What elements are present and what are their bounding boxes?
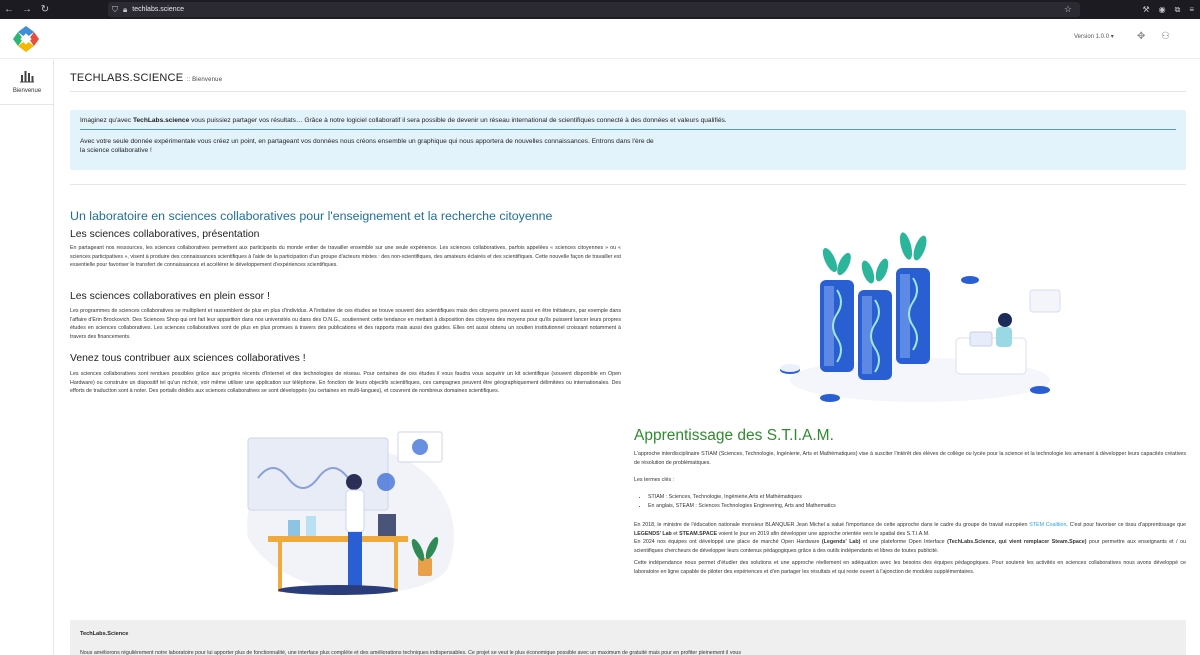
alert-text-1: Imaginez qu'avec TechLabs.science vous puissiez partager vos résultats… Grâce à notre logiciel collaboratif il sera possible de devenir un réseau international de scientifiques connecté à des données et valeurs qualifiés.: [80, 117, 727, 124]
section-heading: Venez tous contribuer aux sciences collaboratives !: [70, 353, 306, 364]
title-divider: [70, 91, 1186, 92]
footer-title: TechLabs.Science: [80, 631, 129, 637]
back-icon[interactable]: ←: [4, 4, 14, 15]
url-text: techlabs.science: [132, 6, 185, 13]
page-subtitle: :: Bienvenue: [186, 77, 223, 83]
main-content: [70, 60, 1186, 655]
scientist-illustration: [228, 428, 488, 603]
steam-paragraph-2018: En 2018, le ministre de l'éducation nationale monsieur BLANQUER Jean Michel a salué l'importance de cette approche dans le cadre du groupe de travail européen STEM Coalition. C'est pour favoriser ce tissu d'apprentissage que LEGENDS' Lab et STEAM.SPACE voient le jour en 2019 afin développer une approche orientée vers le spatial des S.T.I.A.M.: [634, 522, 1186, 537]
section-paragraph: Les sciences collaboratives sont rendues possibles grâce aux progrès récents d'Internet et des technologies de réseau. Pour certaines de ces études il vous faudra vous acquérir un kit scientifique (souvent disponible en Open Hardware) ou construire un dispositif tel qu'un nichoir, voir même utiliser une application sur téléphone. En fonction de leurs objectifs scientifiques, ces campagnes peuvent être géographiquement délimitées ou internationales. Des efforts de traduction sont à noter. Des portails dédiés aux sciences collaboratives se sont développés (ou certaines en multi-langues), et couvrent de nombreux domaines scientifiques.: [70, 371, 621, 394]
footer: [70, 620, 1186, 655]
shield-icon: ⛉: [112, 4, 118, 14]
version-selector[interactable]: Version 1.0.0 ▾: [1074, 34, 1114, 40]
list-item: • STIAM : Sciences, Technologie, Ingénierie,Arts et Mathématiques: [648, 493, 836, 502]
app-header: [0, 19, 1200, 59]
steam-intro: L'approche interdisciplinaire STIAM (Sciences, Technologie, Ingénierie, Arts et Mathématiques) vise à susciter l'intérêt des élèves de collège ou lycée pour la science et la technologie les amenant à développer leurs capacités créatives de résolution de problématiques.: [634, 451, 1186, 466]
sidebar-item-label: Bienvenue: [12, 88, 42, 94]
forward-icon[interactable]: →: [22, 4, 32, 15]
account-icon[interactable]: ◉: [1158, 5, 1166, 14]
intro-alert: [70, 110, 1186, 170]
techlabs-logo[interactable]: [12, 25, 40, 53]
address-bar[interactable]: [108, 2, 1080, 17]
page-title-text: TECHLABS.SCIENCE: [70, 72, 184, 84]
browser-toolbar: [0, 0, 1200, 19]
section-paragraph: Les programmes de sciences collaboratives se multiplient et rassemblent de plus en plus d'individus. A l'initiative de ces études se trouve souvent des scientifiques mais des citoyens peuvent aussi en être initiateurs, par exemple dans l'affaire d'Erin Brockovich. Des Sciences Shop qui ont fait leur apparition dans nos universités ou dans des O.N.G., soutiennent cette tendance en mettant à disposition des citoyens des moyens pour qu'ils puissent lancer leurs propres études en sciences collaboratives. Les sciences collaboratives sont de plus en plus promues à travers des publications et des rapports mais aussi des guides. Elles ont aussi obtenu un soutien institutionnel croissant notamment à travers des financements.: [70, 308, 621, 340]
lock-icon: 🔒︎: [123, 4, 128, 14]
bar-chart-icon: [19, 69, 35, 83]
reload-icon[interactable]: ↻: [40, 4, 50, 15]
sidebar: [0, 60, 54, 655]
alert-divider: [80, 129, 1176, 130]
section-heading: Les sciences collaboratives, présentation: [70, 229, 260, 240]
steam-heading: Apprentissage des S.T.I.A.M.: [634, 427, 834, 444]
extensions-icon[interactable]: ⧉: [1174, 5, 1181, 14]
menu-icon[interactable]: ≡: [1189, 5, 1194, 14]
users-icon[interactable]: ⚇: [1161, 31, 1170, 42]
tools-icon[interactable]: ⚒: [1142, 5, 1150, 14]
move-icon[interactable]: ✥: [1137, 31, 1146, 42]
bookmark-star-icon[interactable]: ☆: [1063, 4, 1072, 14]
steam-paragraph-independence: Cette indépendance nous permet d'étudier des solutions et une approche réellement en adéquation avec les besoins des équipes pédagogiques. Pour soutenir les activités en sciences collaboratives nous avons développé ce laboratoire en ligne capable de piloter des expériences et d'en partager les résultats et qui reste ouvert à l'ajonction de modules supplémentaires.: [634, 560, 1186, 575]
footer-text: Nous améliorons régulièrement notre laboratoire pour lui apporter plus de fonctionnalité, une interface plus complète et des améliorations techniques indispensables. Ce projet se veut le plus économique possible avec un maximum de gratuité mais pour en profiter pleinement il vous: [80, 650, 742, 655]
section-paragraph: En partageant nos ressources, les sciences collaboratives permettent aux participants du monde entier de travailler ensemble sur une seule expérience. Les sciences collaboratives, parfois appelées « sciences citoyennes » ou « sciences participatives », visent à produire des connaissances scientifiques à l'aide de la participation d'un groupe d'acteurs mixtes : des non-scientifiques, des amateurs éclairés et des scientifiques. Cette nouvelle façon de travailler est essentielle pour favoriser le transfert de connaissances et accélérer le développement d'expériences scientifiques.: [70, 245, 621, 268]
steam-paragraph-2024: En 2024 nos équipes ont développé une place de marché Open Hardware (Legends' Lab) et une plateforme Open Interface (TechLabs.Science, qui vient remplacer Steam.Space) pour permettre aux enseignants et / ou scientifiques chercheurs de développer leurs contenus pédagogiques grâce à des outils indépendants et libres de toutes publicité.: [634, 539, 1186, 554]
lead-heading: Un laboratoire en sciences collaboratives pour l'enseignement et la recherche citoyenne: [70, 209, 553, 223]
section-heading: Les sciences collaboratives en plein essor !: [70, 291, 270, 302]
alert-text-2: Avec votre seule donnée expérimentale vous créez un point, en partageant vos données nous créons ensemble un graphique qui nous apportera de nouvelles connaissances. Entrons dans l'ère de la science collaborative !: [80, 138, 654, 154]
list-item: • En anglais, STEAM : Sciences Technologies Engineering, Arts and Mathematics: [648, 502, 836, 511]
steam-terms-list: [648, 493, 836, 510]
sidebar-item-bienvenue[interactable]: [0, 60, 54, 105]
stem-coalition-link[interactable]: STEM Coalition: [1029, 522, 1067, 528]
plants-lab-illustration: [770, 220, 1070, 410]
section-divider: [70, 184, 1186, 185]
steam-terms-label: Les termes clés :: [634, 477, 675, 483]
page-title: [70, 72, 222, 84]
